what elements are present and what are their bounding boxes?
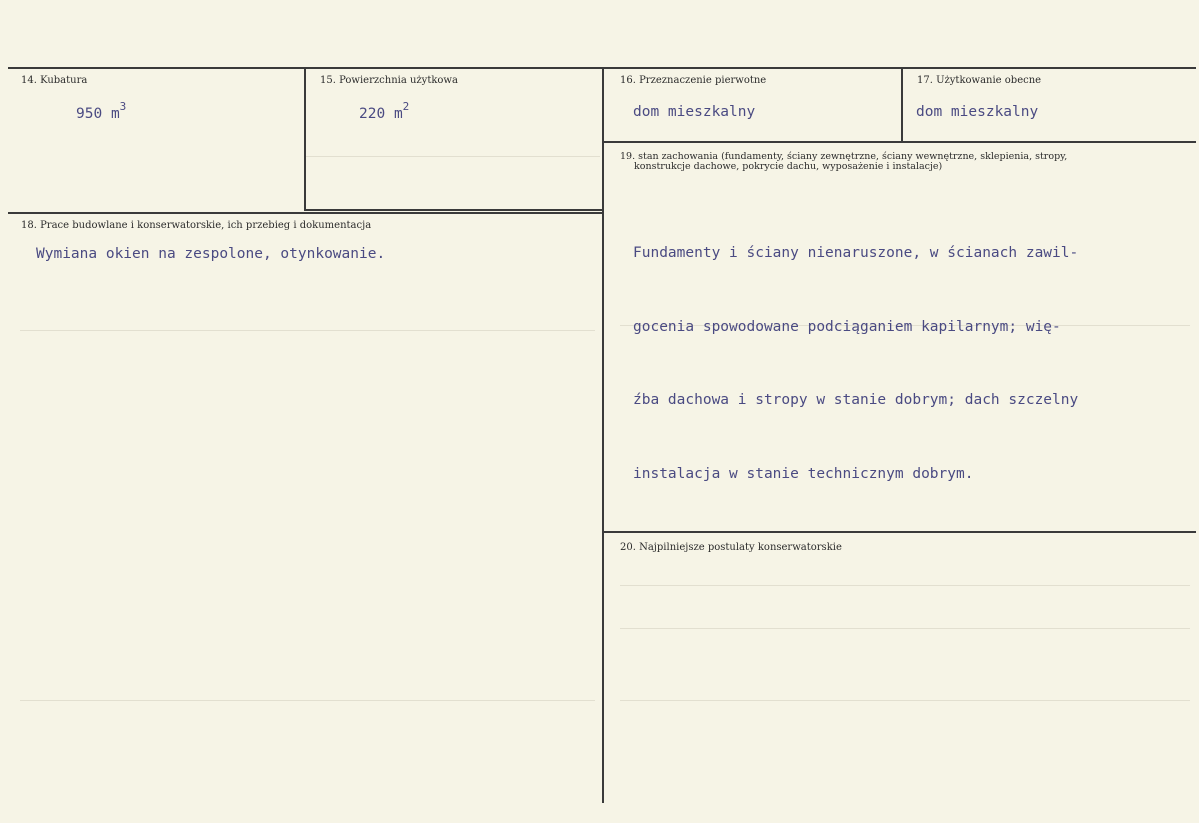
field-20-label: 20. Najpilniejsze postulaty konserwatorskie xyxy=(620,542,842,553)
guide-line xyxy=(20,700,595,701)
field-17-label: 17. Użytkowanie obecne xyxy=(917,75,1042,86)
field-18-value: Wymiana okien na zespolone, otynkowanie. xyxy=(36,246,386,262)
area-number: 220 xyxy=(359,105,386,122)
field-14-label: 14. Kubatura xyxy=(21,75,88,86)
rule-under-14 xyxy=(8,212,603,214)
center-divider xyxy=(602,67,604,803)
volume-number: 950 xyxy=(76,105,103,122)
guide-line xyxy=(20,330,595,331)
guide-line xyxy=(620,585,1190,586)
guide-line xyxy=(620,700,1190,701)
field-16-value: dom mieszkalny xyxy=(633,104,756,120)
area-exponent: 2 xyxy=(402,100,410,113)
field-15-value xyxy=(359,102,409,122)
area-unit: m xyxy=(393,105,403,122)
field-19-label xyxy=(620,152,1067,172)
field-16-label: 16. Przeznaczenie pierwotne xyxy=(620,75,767,86)
guide-line xyxy=(620,628,1190,629)
volume-unit: m xyxy=(110,105,120,122)
field-19-label-line2: konstrukcje dachowe, pokrycie dachu, wyposażenie i instalacje) xyxy=(634,161,943,172)
divider-16-17 xyxy=(901,67,903,142)
guide-line xyxy=(305,156,600,157)
rule-under-15 xyxy=(304,209,602,211)
field-18-label: 18. Prace budowlane i konserwatorskie, ich przebieg i dokumentacja xyxy=(21,220,372,231)
condition-line: gocenia spowodowane podciąganiem kapilarnym; wię- xyxy=(633,318,1061,335)
field-15-label: 15. Powierzchnia użytkowa xyxy=(320,75,458,86)
field-14-value xyxy=(76,102,126,122)
rule-under-16-17 xyxy=(603,141,1196,143)
volume-exponent: 3 xyxy=(119,100,127,113)
condition-line: Fundamenty i ściany nienaruszone, w ścianach zawil- xyxy=(633,245,1079,261)
condition-line: źba dachowa i stropy w stanie dobrym; dach szczelny xyxy=(633,392,1079,408)
field-19-value xyxy=(633,192,1078,535)
field-19-label-line1: 19. stan zachowania (fundamenty, ściany zewnętrzne, ściany wewnętrzne, sklepienia, stropy, xyxy=(620,151,1068,162)
field-17-value: dom mieszkalny xyxy=(916,104,1039,120)
divider-14-15 xyxy=(304,67,306,211)
condition-line: instalacja w stanie technicznym dobrym. xyxy=(633,465,974,482)
